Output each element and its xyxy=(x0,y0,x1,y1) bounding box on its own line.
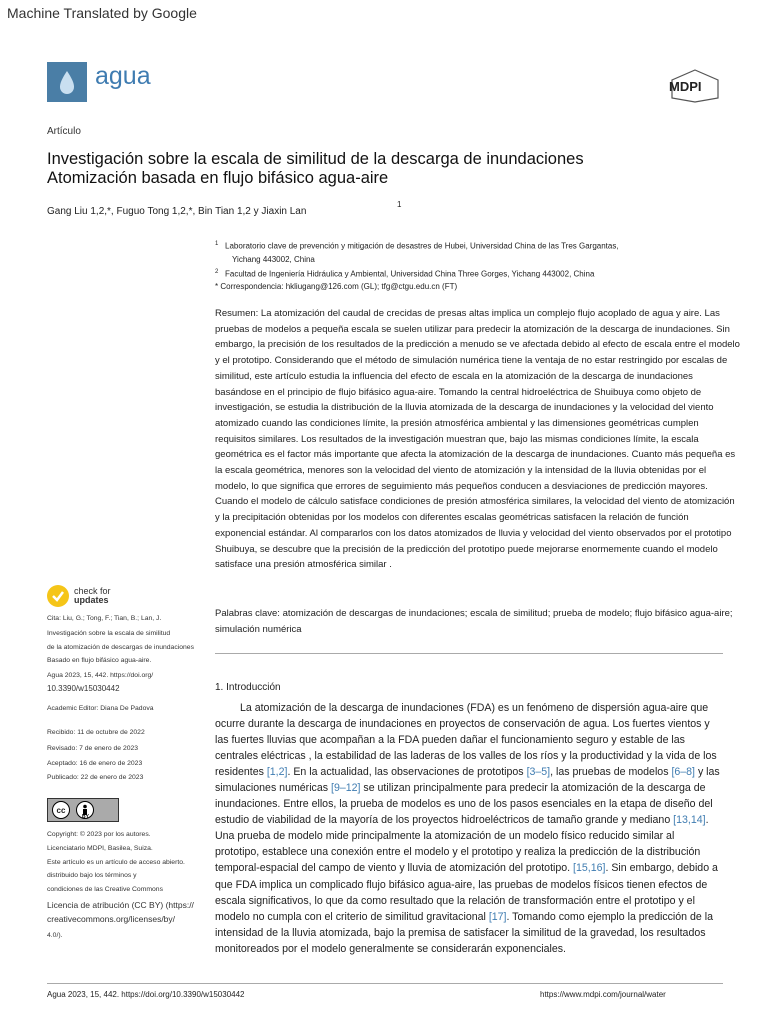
text-run: y las simulaciones numéricas xyxy=(215,766,720,795)
author-superscript: 1 xyxy=(397,200,402,209)
article-title xyxy=(47,150,727,188)
text-run: La atomización de la descarga de inundaciones (FDA) es un fenómeno de dispersión agua-aire que ocurre durante la descarga de inundaciones en proyectos de conservación de agua. Los fuertes vientos y las fuertes lluvias que acompañan a la FDA pueden dañar el funcionamiento seguro y estable de las centrales eléctricas , la estabilidad de las laderas de los valles de los ríos y la productividad y la vida de los residentes xyxy=(215,702,717,779)
citation-link[interactable]: [9–12] xyxy=(331,782,361,795)
check-label: check for xyxy=(74,586,111,596)
citation-link[interactable]: [3–5] xyxy=(526,766,551,779)
journal-logo-icon xyxy=(47,62,87,102)
citation-link[interactable]: [17] xyxy=(488,910,507,923)
citation-link[interactable]: [6–8] xyxy=(671,766,695,779)
section-title: 1. Introducción xyxy=(215,682,281,693)
keywords: Palabras clave: atomización de descargas de inundaciones; escala de similitud; prueba de modelo; flujo bifásico agua-aire; simulación numérica xyxy=(215,608,733,635)
by-label: BY xyxy=(82,814,89,820)
title-line: Investigación sobre la escala de similitud de la descarga de inundaciones xyxy=(47,150,584,168)
affiliation-2 xyxy=(215,266,594,281)
citation-line: de la atomización de descargas de inundaciones xyxy=(47,644,194,651)
footer-journal-link[interactable]: https://www.mdpi.com/journal/water xyxy=(540,990,666,999)
check-for-updates-badge[interactable] xyxy=(47,585,111,607)
divider xyxy=(215,653,723,654)
text-run: . Sin embargo, debido a que FDA implica un complicado flujo bifásico agua-aire, las pruebas de modelos físicos tienen efectos de escala significativos, lo que da como resultado que la relación de transformación entre el prototipo y el modelo no cumpla con el criterio de similitud gravitacional xyxy=(215,862,718,923)
citation-line: Investigación sobre la escala de similitud xyxy=(47,630,171,637)
license-line: Licencia de atribución (CC BY) (https:// xyxy=(47,900,194,910)
abstract: Resumen: La atomización del caudal de crecidas de presas altas implica un complejo flujo acoplado de agua y aire. Las pruebas de modelos a pequeña escala se suelen utilizar para predecir la atomización de la descarga de inundaciones. Sin embargo, la precisión de los resultados de la predicción a menudo se ve afectada debido al efecto de escala entre el modelo y el prototipo. Considerando que el método de simulación numérica tiene la ventaja de no estar restringido por escalas de similitud, este artículo estudia la influencia del efecto de escala en la atomización de la descarga de inundaciones basándose en el principio de flujo bifásico agua-aire. Tomando la central hidroeléctrica de Shuibuya como objeto de investigación, se estudia la distribución de la lluvia atomizada de la descarga de inundaciones y la velocidad del viento atomizado cuando las condiciones límite, la presión atmosférica ambiental y las dimensiones geométricas cumplen requisitos similares. Los resultados de la investigación muestran que, bajo las mismas condiciones límite, la escala geométrica es el factor más importante que afecta la atomización de la descarga de inundaciones. Cuanto más pequeña es la escala geométrica, menores son la velocidad del viento de atomización y la intensidad de la lluvia obtenidas por el modelo, lo que significa que errores de seguimiento más pequeños conducen a desviaciones de predicción mayores. Cuando el modelo de cálculo satisface condiciones de presión atmosférica similares, la velocidad del viento de atomización y la precipitación obtenidas por los modelos con diferentes escalas geométricas satisfacen la relación de función exponencial estándar. Al compararlos con los datos atomizados de lluvia y velocidad del viento observados por el prototipo Shuibuya, se descubre que la precisión de la predicción del prototipo puede mejorarse enormemente cuando el modelo satisface una presión atmosférica similar . xyxy=(215,308,740,571)
citation-line: Basado en flujo bifásico agua-aire. xyxy=(47,657,152,664)
cc-by-license-badge[interactable] xyxy=(47,798,119,822)
doi-link[interactable]: 10.3390/w15030442 xyxy=(47,684,120,693)
footer-citation: Agua 2023, 15, 442. https://doi.org/10.3390/w15030442 xyxy=(47,990,245,999)
publisher-logo xyxy=(666,68,724,109)
checkmark-icon xyxy=(47,585,69,607)
citation-link[interactable]: [1,2] xyxy=(266,766,288,779)
cc-icon: cc xyxy=(52,801,70,819)
affiliation-1-cont: Yichang 443002, China xyxy=(232,255,315,264)
text-run: se utilizan principalmente para predecir la atomización de la descarga de inundaciones. Entre ellos, la prueba de modelos es uno de los pasos esenciales en la etapa de diseño del estudio de viabilidad de la mayoría de los proyectos hidroeléctricos de tamaño grande y mediano xyxy=(215,782,713,827)
affiliation-1 xyxy=(215,238,619,253)
citation-link[interactable]: [13,14] xyxy=(673,814,706,827)
citation-line: Cita: Liu, G.; Tong, F.; Tian, B.; Lan, J. xyxy=(47,615,162,622)
accepted-date: Aceptado: 16 de enero de 2023 xyxy=(47,760,143,767)
publisher-name: MDPI xyxy=(669,79,702,94)
revised-date: Revisado: 7 de enero de 2023 xyxy=(47,745,139,752)
title-line: Atomización basada en flujo bifásico agua-aire xyxy=(47,169,389,187)
license-line: 4.0/). xyxy=(47,932,63,939)
text-run: . Tomando como ejemplo la predicción de la intensidad de la lluvia atomizada, bajo la premisa de satisfacer la similitud de la gravedad, los resultados monitoreados por el modelo generalmente se considerarán exponenciales. xyxy=(215,910,713,955)
affiliation-number: 1 xyxy=(215,241,219,247)
citation-line: Agua 2023, 15, 442. https://doi.org/ xyxy=(47,672,154,679)
introduction-paragraph xyxy=(215,700,721,957)
text-run: . Una prueba de modelo mide principalmente la atomización de un modelo físico reducido similar al prototipo, establece una conexión entre el modelo y el prototipo y realiza la predicción de la distribución temporal-espacial del campo de viento y lluvia de atomización del prototipo. xyxy=(215,814,709,875)
published-date: Publicado: 22 de enero de 2023 xyxy=(47,774,144,781)
affiliation-text: Laboratorio clave de prevención y mitigación de desastres de Hubei, Universidad China de las Tres Gargantas, xyxy=(225,241,619,251)
footer-divider xyxy=(47,983,723,984)
correspondence: * Correspondencia: hkliugang@126.com (GL); tfg@ctgu.edu.cn (FT) xyxy=(215,282,458,291)
license-link[interactable]: creativecommons.org/licenses/by/ xyxy=(47,914,176,924)
copyright-line: Licenciatario MDPI, Basilea, Suiza. xyxy=(47,845,153,852)
copyright-line: distribuido bajo los términos y xyxy=(47,872,137,879)
journal-name: agua xyxy=(95,62,151,90)
updates-label: updates xyxy=(74,595,109,605)
academic-editor: Academic Editor: Diana De Padova xyxy=(47,705,154,712)
author-list: Gang Liu 1,2,*, Fuguo Tong 1,2,*, Bin Tian 1,2 y Jiaxin Lan xyxy=(47,206,307,217)
copyright-line: Este artículo es un artículo de acceso abierto. xyxy=(47,859,185,866)
affiliation-number: 2 xyxy=(215,269,219,275)
copyright-line: condiciones de las Creative Commons xyxy=(47,886,163,893)
machine-translation-banner: Machine Translated by Google xyxy=(7,5,197,21)
citation-link[interactable]: [15,16] xyxy=(573,862,606,875)
affiliation-text: Facultad de Ingeniería Hidráulica y Ambiental, Universidad China Three Gorges, Yichang 443002, China xyxy=(225,269,595,279)
received-date: Recibido: 11 de octubre de 2022 xyxy=(47,729,145,736)
article-type: Artículo xyxy=(47,126,81,137)
text-run: . En la actualidad, las observaciones de prototipos xyxy=(287,766,527,779)
copyright-line: Copyright: © 2023 por los autores. xyxy=(47,831,151,838)
text-run: , las pruebas de modelos xyxy=(550,766,672,779)
